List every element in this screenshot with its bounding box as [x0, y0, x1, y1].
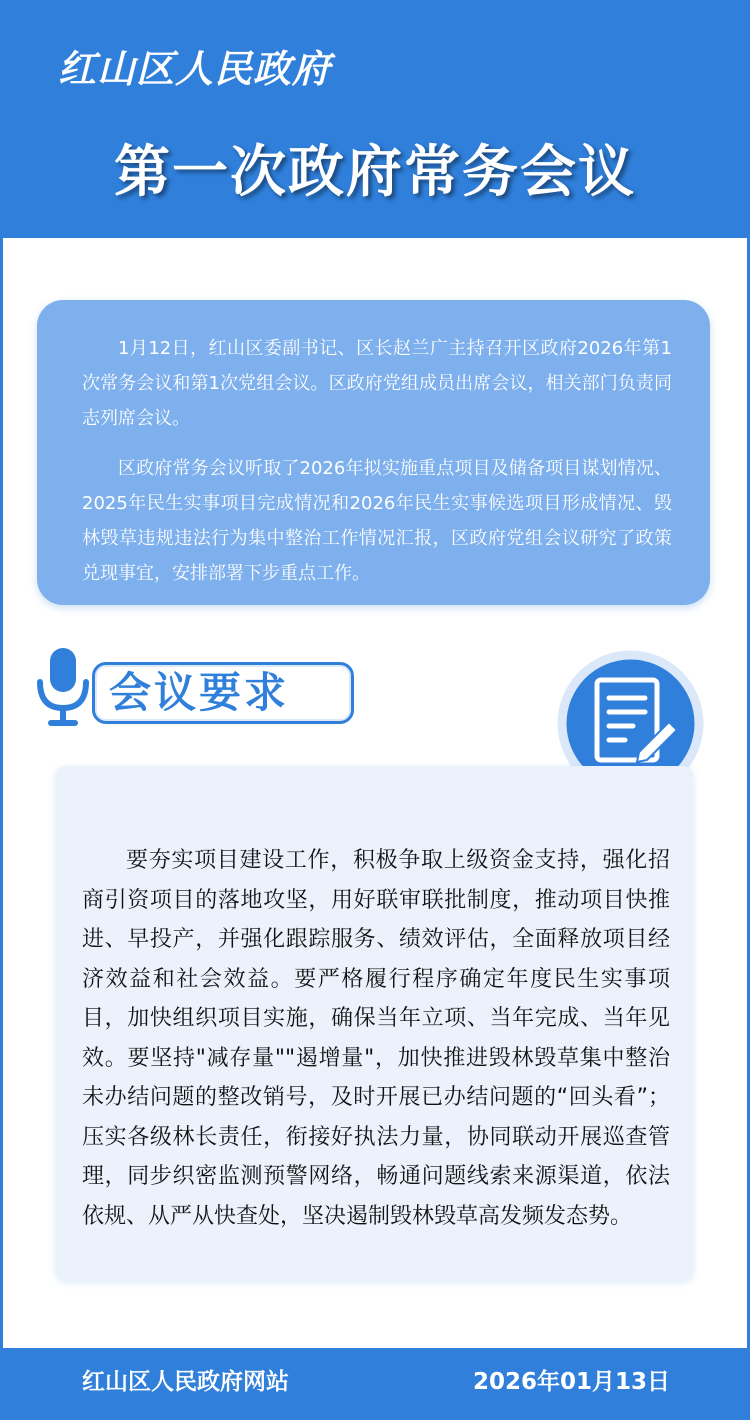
footer-date: 2026年01月13日: [472, 1369, 670, 1395]
section-heading: [36, 648, 326, 732]
intro-paragraph-2: 区政府常务会议听取了2026年拟实施重点项目及储备项目谋划情况、2025年民生实事项目完成情况和2026年民生实事候选项目形成情况、毁林毁草违规违法行为集中整治工作情况汇报，区政府党组会议研究了政策兑现事宜，安排部署下步重点工作。: [82, 458, 672, 584]
section-heading-pill: [92, 662, 354, 724]
section-heading-label: 会议要求: [109, 668, 290, 717]
microphone-icon: [36, 648, 92, 732]
page-title: 第一次政府常务会议: [114, 140, 636, 205]
footer-bar: [0, 1348, 750, 1420]
header-banner: [0, 0, 750, 238]
site-logo[interactable]: 红山区人民政府: [58, 47, 332, 91]
footer-site-name[interactable]: 红山区人民政府网站: [82, 1369, 289, 1395]
intro-paragraph-1: 1月12日，红山区委副书记、区长赵兰广主持召开区政府2026年第1次常务会议和第1次党组会议。区政府党组成员出席会议，相关部门负责同志列席会议。: [82, 338, 672, 429]
requirements-body: 要夯实项目建设工作，积极争取上级资金支持，强化招商引资项目的落地攻坚，用好联审联批制度，推动项目快推进、早投产，并强化跟踪服务、绩效评估，全面释放项目经济效益和社会效益。要严格履行程序确定年度民生实事项目，加快组织项目实施，确保当年立项、当年完成、当年见效。要坚持"减存量""遏增量"，加快推进毁林毁草集中整治未办结问题的整改销号，及时开展已办结问题的“回头看”；压实各级林长责任，衔接好执法力量，协同联动开展巡查管理，同步织密监测预警网络，畅通问题线索来源渠道，依法依规、从严从快查处，坚决遏制毁林毁草高发频发态势。: [82, 848, 670, 1229]
